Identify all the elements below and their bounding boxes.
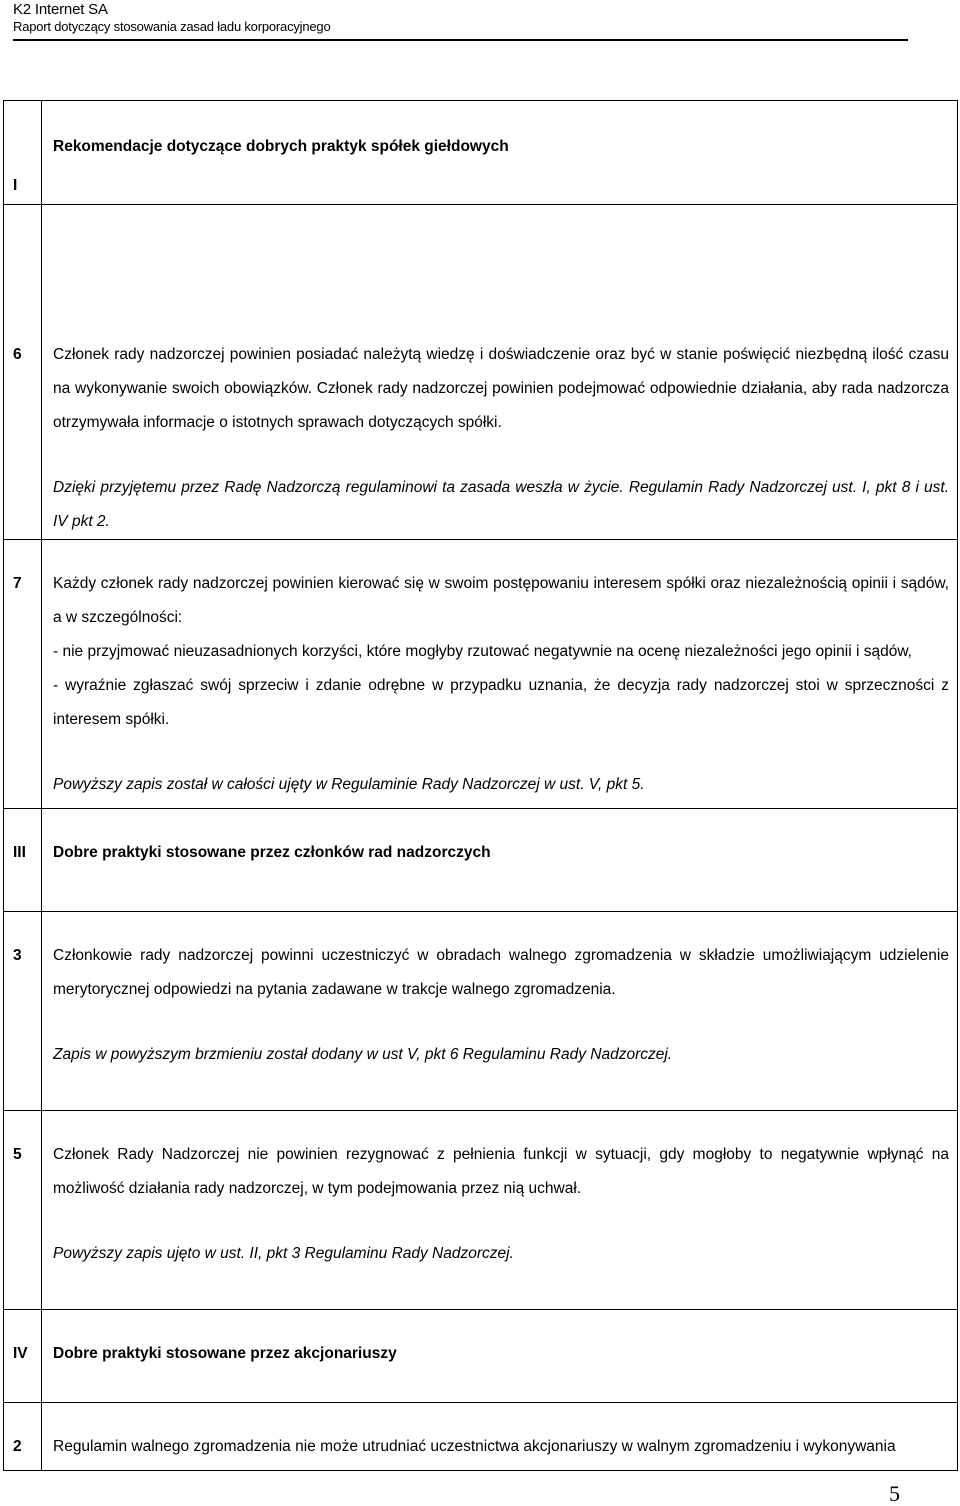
section-heading: Dobre praktyki stosowane przez członków rad nadzorczych <box>53 844 491 861</box>
compliance-note: Powyższy zapis został w całości ujęty w Regulaminie Rady Nadzorczej w ust. V, pkt 5. <box>53 776 645 793</box>
row-number: 5 <box>4 1111 42 1310</box>
table-row <box>4 1111 958 1310</box>
row-number: III <box>4 809 42 912</box>
row-text <box>42 1111 958 1310</box>
principle-text: Regulamin walnego zgromadzenia nie może utrudniać uczestnictwa akcjonariuszy w walnym zgromadzeniu i wykonywania <box>53 1438 896 1455</box>
governance-table <box>3 100 958 1471</box>
row-text <box>42 1310 958 1403</box>
table-row <box>4 101 958 205</box>
page-number: 5 <box>889 1481 900 1506</box>
row-number: 3 <box>4 912 42 1111</box>
row-text <box>42 1403 958 1471</box>
table-row <box>4 809 958 912</box>
table-row <box>4 1403 958 1471</box>
report-subtitle: Raport dotyczący stosowania zasad ładu korporacyjnego <box>13 19 331 34</box>
header-rule <box>13 39 908 41</box>
row-text <box>42 101 958 205</box>
row-number: 7 <box>4 540 42 809</box>
principle-bullet: - nie przyjmować nieuzasadnionych korzyści, które mogłyby rzutować negatywnie na ocenę niezależności jego opinii i sądów, <box>53 643 912 660</box>
compliance-note: Zapis w powyższym brzmieniu został dodany w ust V, pkt 6 Regulaminu Rady Nadzorczej. <box>53 1046 673 1063</box>
principle-text: Każdy członek rady nadzorczej powinien kierować się w swoim postępowaniu interesem spółki oraz niezależnością opinii i sądów, a w szczególności: <box>53 575 949 626</box>
section-heading: Dobre praktyki stosowane przez akcjonariuszy <box>53 1345 397 1362</box>
table-row <box>4 912 958 1111</box>
section-heading: Rekomendacje dotyczące dobrych praktyk spółek giełdowych <box>53 138 509 155</box>
table-row <box>4 540 958 809</box>
company-name: K2 Internet SA <box>13 1 108 18</box>
row-text <box>42 205 958 540</box>
compliance-note: Dzięki przyjętemu przez Radę Nadzorczą regulaminowi ta zasada weszła w życie. Regulamin Rady Nadzorczej ust. I, pkt 8 i ust. IV pkt 2. <box>53 479 949 530</box>
compliance-note: Powyższy zapis ujęto w ust. II, pkt 3 Regulaminu Rady Nadzorczej. <box>53 1245 514 1262</box>
principle-text: Członkowie rady nadzorczej powinni uczestniczyć w obradach walnego zgromadzenia w składzie umożliwiającym udzielenie merytorycznej odpowiedzi na pytania zadawane w trakcje walnego zgromadzenia. <box>53 947 949 998</box>
principle-bullet: - wyraźnie zgłaszać swój sprzeciw i zdanie odrębne w przypadku uznania, że decyzja rady nadzorczej stoi w sprzeczności z interesem spółki. <box>53 677 949 728</box>
row-text <box>42 912 958 1111</box>
row-number: I <box>4 101 42 205</box>
row-number: 6 <box>4 205 42 540</box>
table-row <box>4 205 958 540</box>
row-text <box>42 809 958 912</box>
principle-text: Członek Rady Nadzorczej nie powinien rezygnować z pełnienia funkcji w sytuacji, gdy mogłoby to negatywnie wpłynąć na możliwość działania rady nadzorczej, w tym podejmowania przez nią uchwał. <box>53 1146 949 1197</box>
table-row <box>4 1310 958 1403</box>
principle-text: Członek rady nadzorczej powinien posiadać należytą wiedzę i doświadczenie oraz być w stanie poświęcić niezbędną ilość czasu na wykonywanie swoich obowiązków. Członek rady nadzorczej powinien podejmować odpowiednie działania, aby rada nadzorcza otrzymywała informacje o istotnych sprawach dotyczących spółki. <box>53 346 949 431</box>
row-number: 2 <box>4 1403 42 1471</box>
row-number: IV <box>4 1310 42 1403</box>
row-text <box>42 540 958 809</box>
